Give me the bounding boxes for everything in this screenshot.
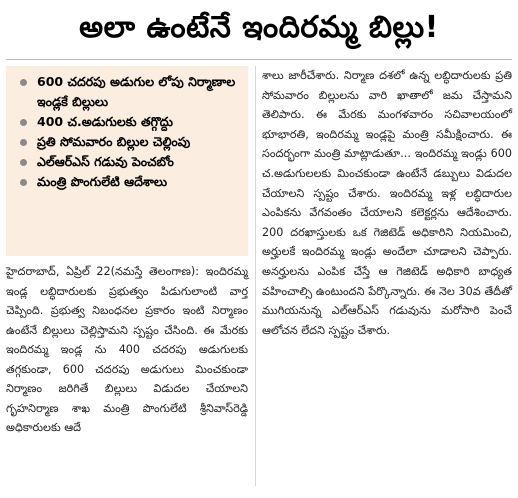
highlight-item (14, 152, 244, 172)
highlight-text: మంత్రి పొంగులేటి ఆదేశాలు (37, 174, 168, 189)
highlight-item (14, 132, 244, 152)
highlight-item (14, 112, 244, 132)
article-column-left (6, 262, 248, 490)
highlight-item (14, 72, 244, 112)
highlight-text: 400 చ.అడుగులకు తగ్గొద్దు (37, 114, 173, 129)
column-divider (255, 66, 256, 486)
headline: అలా ఉంటేనే ఇందిరమ్మ బిల్లు! (0, 0, 518, 62)
bullet-icon (20, 79, 27, 86)
highlights-box (6, 66, 248, 256)
highlight-text: ఎల్ఆర్ఎస్ గడువు పెంచబోం (37, 154, 174, 169)
bullet-icon (20, 119, 27, 126)
bullet-icon (20, 139, 27, 146)
article-text-left: హైదరాబాద్, ఏప్రిల్ 22(నమస్తే తెలంగాణ): ఇందిరమ్మ ఇండ్ల లబ్ధిదారులకు ప్రభుత్వం పిడుగులాంటి వార్త చెప్పింది. ప్రభుత్వ నిబంధనల ప్రకారం ఇంటి నిర్మాణం ఉంటేనే బిల్లులు చెల్లిస్తామని స్పష్టం చేసింది. ఈ మేరకు ఇందిరమ్మ ఇండ్ల ను 400 చదరపు అడుగులకు తగ్గకుండా, 600 చదరపు అడుగులు మించకుండా నిర్మాణం జరిగితే బిల్లులు విడుదల చేయాలని గృహనిర్మాణ శాఖ మంత్రి పొంగులేటి శ్రీనివాస్‌రెడ్డి అధికారులకు ఆదే (6, 265, 248, 434)
article-column-right (262, 66, 512, 490)
article-text-right: శాలు జారీచేశారు. నిర్మాణ దశలో ఉన్న లబ్ధిదారులకు ప్రతి సోమవారం బిల్లులను వారి ఖాతాలో జమ చేస్తామని తెలిపారు. ఈ మేరకు మంగళవారం సచివాలయంలో భూభారతి, ఇందిరమ్మ ఇండ్లపై మంత్రి సమీక్షించారు. ఈ సందర్భంగా మంత్రి మాట్లాడుతూ... ఇందిరమ్మ ఇండ్లు 600 చ.అడుగులలకు మించకుండా ఉంటేనే డబ్బులు విడుదల చేయాలని స్పష్టం చేశారు. ఇందిరమ్మ ఇళ్ల లబ్ధిదారుల ఎంపికను వేగవంతం చేయాలని కలెక్టర్లను ఆదేశించారు. 200 దరఖాస్తులకు ఒక గెజిటెడ్ అధికారిని నియమించి, అర్హులకే ఇందిరమ్మ ఇండ్లు అందేలా చూడాలని చెప్పారు. అనర్హులను ఎంపిక చేస్తే ఆ గెజిటెడ్ అధికారి బాధ్యత వహించాల్సి ఉంటుందని పేర్కొన్నారు. ఈ నెల 30వ తేదీతో ముగియనున్న ఎల్ఆర్ఎస్ గడువును మరోసారి పెంచే ఆలోచన లేదని స్పష్టం చేశారు. (262, 69, 512, 337)
highlight-text: 600 చదరపు అడుగుల లోపు నిర్మాణాల ఇండ్లకే బిల్లులు (37, 74, 236, 109)
bullet-icon (20, 179, 27, 186)
bullet-icon (20, 159, 27, 166)
highlight-item (14, 172, 244, 192)
highlight-text: ప్రతి సోమవారం బిల్లుల చెల్లింపు (37, 134, 191, 149)
